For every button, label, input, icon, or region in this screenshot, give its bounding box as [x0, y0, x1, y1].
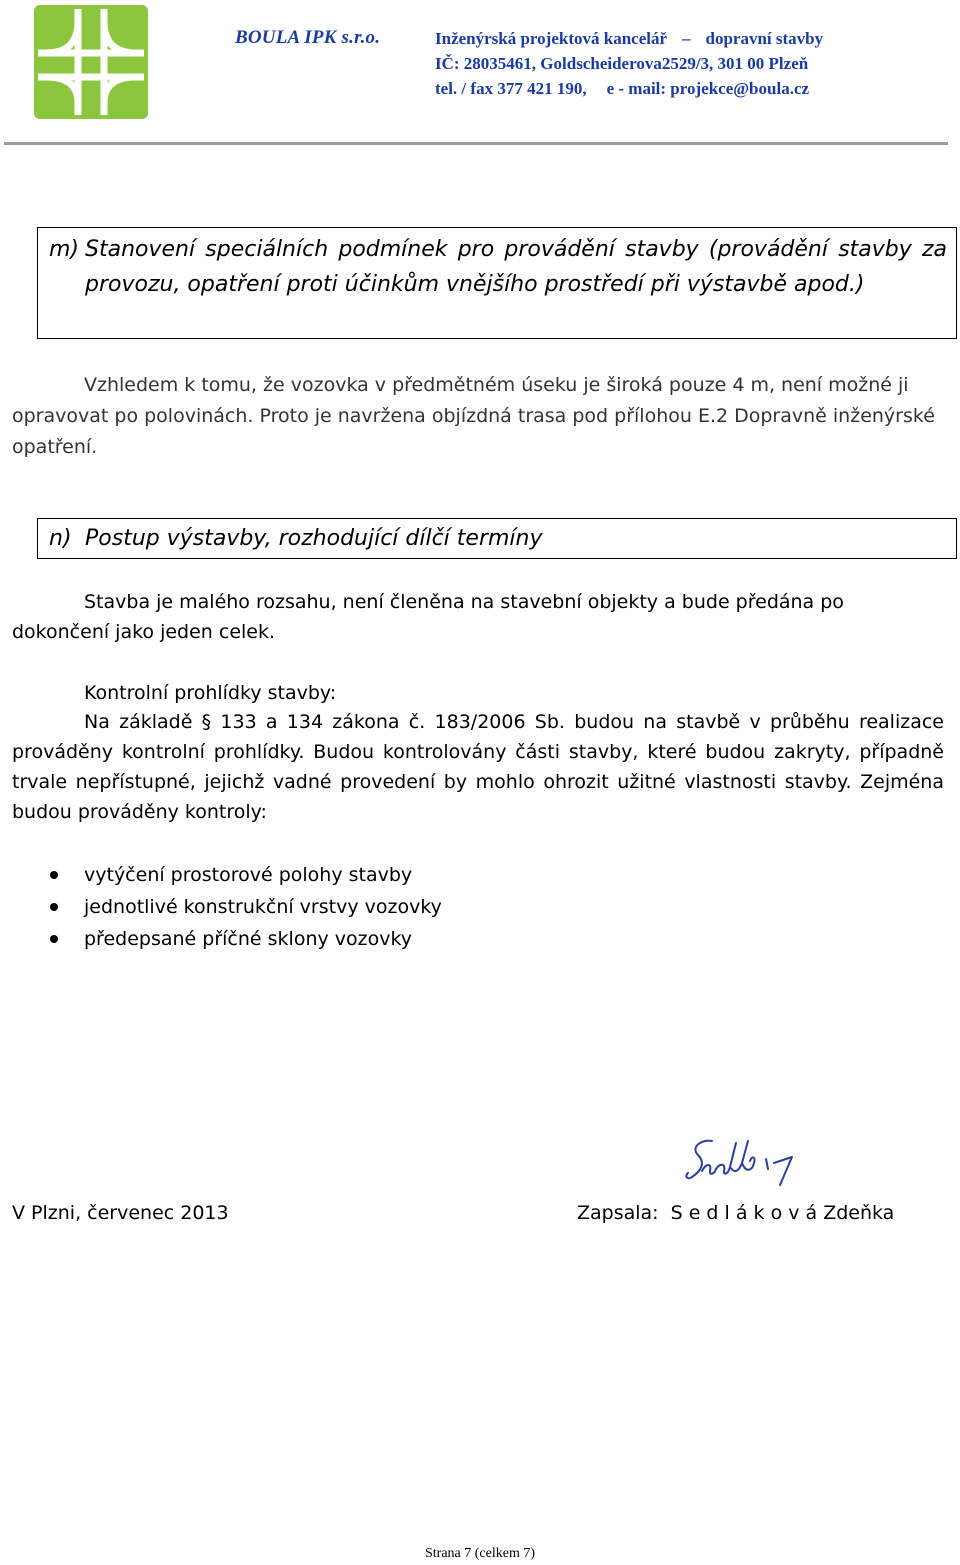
header-dash: –: [682, 29, 691, 48]
list-item: [0, 923, 442, 955]
bullet-icon: [50, 903, 58, 911]
list-item-text: jednotlivé konstrukční vrstvy vozovky: [84, 896, 442, 918]
bullet-icon: [50, 871, 58, 879]
list-item-text: předepsané příčné sklony vozovky: [84, 928, 413, 950]
phone-fax: tel. / fax 377 421 190,: [435, 79, 587, 98]
bullet-icon: [50, 935, 58, 943]
section-m-title: Stanovení speciálních podmínek pro provádění stavby (provádění stavby za provozu, opatření proti účinkům vnějšího prostředí při výstavbě apod.): [85, 237, 947, 297]
signature-icon: [682, 1133, 800, 1193]
office-name: Inženýrská projektová kancelář: [435, 29, 668, 48]
list-item-text: vytýčení prostorové polohy stavby: [84, 864, 413, 886]
section-n-heading: [37, 518, 957, 559]
interchange-logo-icon: [34, 5, 148, 119]
contact-line: [435, 79, 809, 99]
author-label: Zapsala:: [577, 1202, 659, 1224]
section-m-paragraph: Vzhledem k tomu, že vozovka v předmětném úseku je široká pouze 4 m, není možné ji opravovat po polovinách. Proto je navržena objízdná trasa pod přílohou E.2 Dopravně inženýrské opatření.: [12, 374, 935, 458]
section-n-paragraph: Stavba je malého rozsahu, není členěna na stavební objekty a bude předána po dokončení jako jeden celek.: [12, 591, 844, 643]
section-n-letter: n): [49, 526, 72, 551]
section-n-title: Postup výstavby, rozhodující dílčí termíny: [85, 526, 543, 551]
company-name: BOULA IPK s.r.o.: [235, 27, 381, 48]
author-line: [577, 1202, 894, 1224]
controls-list: [0, 859, 442, 955]
email-address: e - mail: projekce@boula.cz: [606, 79, 810, 98]
controls-paragraph: Na základě § 133 a 134 zákona č. 183/2006 Sb. budou na stavbě v průběhu realizace prováděny kontrolní prohlídky. Budou kontrolovány části stavby, které budou zakryty, případně trvale nepřístupné, jejichž vadné provedení by mohlo ohrozit užitné vlastnosti stavby. Zejména budou prováděny kontroly:: [12, 711, 944, 823]
section-m-letter: m): [49, 237, 80, 262]
office-line: [435, 29, 823, 49]
section-m-heading: [37, 227, 957, 339]
office-address: IČ: 28035461, Goldscheiderova2529/3, 301 00 Plzeň: [435, 54, 809, 73]
office-specialty: dopravní stavby: [705, 29, 824, 48]
controls-heading: Kontrolní prohlídky stavby:: [84, 682, 337, 704]
page-number: Strana 7 (celkem 7): [424, 1546, 535, 1561]
place-date: V Plzni, červenec 2013: [12, 1202, 229, 1224]
list-item: [0, 891, 442, 923]
page-header: [0, 0, 960, 148]
list-item: [0, 859, 442, 891]
author-name: S e d l á k o v á Zdeňka: [670, 1202, 895, 1224]
header-divider: [4, 142, 948, 145]
